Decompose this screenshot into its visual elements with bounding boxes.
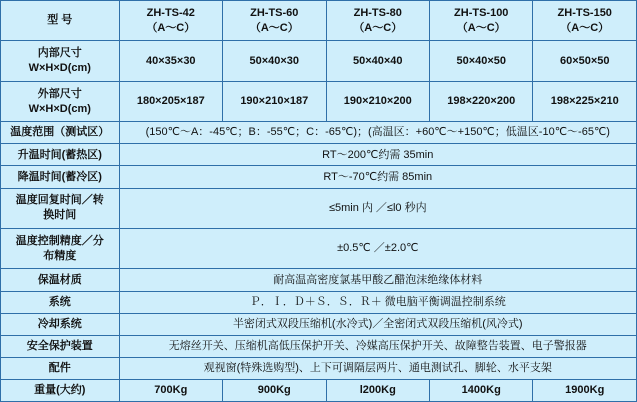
- row-label-heating-time: 升温时间(蓄热区): [1, 144, 120, 166]
- cell-heating-time: RT～200℃约需 35min: [119, 144, 636, 166]
- cell-temperature-range: (150℃～A：-45℃；B：-55℃；C：-65℃)；(高温区：+60℃～+150℃；低温区-10℃～-65℃): [119, 122, 636, 144]
- table-row-cooling-time: [1, 166, 637, 188]
- cell-accessories: 观视窗(特殊选购型)、上下可调隔层两片、通电测试孔、脚轮、水平支架: [119, 357, 636, 379]
- model-name: ZH-TS-60: [250, 6, 299, 19]
- table-row-heating-time: [1, 144, 637, 166]
- cell-control-accuracy: ±0.5℃ ／±2.0℃: [119, 228, 636, 268]
- header-model-label: 型 号: [1, 1, 120, 41]
- cell-internal-dim-3: 50×40×40: [326, 41, 429, 81]
- cell-weight-1: 700Kg: [119, 379, 222, 401]
- cell-internal-dim-5: 60×50×50: [533, 41, 637, 81]
- row-label-weight: 重量(大约): [1, 379, 120, 401]
- table-row-insulation-material: [1, 269, 637, 291]
- model-name: ZH-TS-42: [146, 6, 195, 19]
- row-label-external-dimensions: [1, 81, 120, 121]
- row-label-line2: 布精度: [43, 249, 77, 262]
- cell-internal-dim-4: 50×40×50: [430, 41, 533, 81]
- cell-internal-dim-1: 40×35×30: [119, 41, 222, 81]
- row-label-recovery-time: [1, 188, 120, 228]
- cell-weight-5: 1900Kg: [533, 379, 637, 401]
- cell-insulation-material: 耐高温高密度氯基甲酸乙醋泡沫绝缘体材料: [119, 269, 636, 291]
- table-row-accessories: [1, 357, 637, 379]
- header-model-5: [533, 1, 637, 41]
- table-row-safety-devices: [1, 335, 637, 357]
- header-model-1: [119, 1, 222, 41]
- row-label-line2: W×H×D(cm): [28, 62, 91, 75]
- model-series: （A～C）: [146, 21, 196, 34]
- row-label-line1: 温度回复时间／转: [15, 194, 104, 207]
- model-name: ZH-TS-150: [557, 6, 612, 19]
- row-label-accessories: 配件: [1, 357, 120, 379]
- row-label-line1: 外部尺寸: [37, 87, 82, 100]
- cell-cooling-system: 半密闭式双段压缩机(水冷式)／全密闭式双段压缩机(风冷式): [119, 313, 636, 335]
- row-label-cooling-system: 冷却系统: [1, 313, 120, 335]
- table-row-recovery-time: [1, 188, 637, 228]
- cell-internal-dim-2: 50×40×30: [223, 41, 326, 81]
- cell-weight-3: l200Kg: [326, 379, 429, 401]
- model-series: （A～C）: [249, 21, 299, 34]
- header-model-4: [430, 1, 533, 41]
- table-row-external-dimensions: [1, 81, 637, 121]
- table-row-control-accuracy: [1, 228, 637, 268]
- model-series: （A～C）: [560, 21, 610, 34]
- cell-external-dim-1: 180×205×187: [119, 81, 222, 121]
- header-model-3: [326, 1, 429, 41]
- table-row-system: [1, 291, 637, 313]
- row-label-line2: 换时间: [43, 209, 77, 222]
- row-label-internal-dimensions: [1, 41, 120, 81]
- header-model-2: [223, 1, 326, 41]
- row-label-insulation-material: 保温材质: [1, 269, 120, 291]
- row-label-safety-devices: 安全保护装置: [1, 335, 120, 357]
- model-series: （A～C）: [353, 21, 403, 34]
- row-label-line2: W×H×D(cm): [28, 102, 91, 115]
- cell-weight-4: 1400Kg: [430, 379, 533, 401]
- table-row-internal-dimensions: [1, 41, 637, 81]
- table-row-cooling-system: [1, 313, 637, 335]
- table-header-row: [1, 1, 637, 41]
- cell-cooling-time: RT～-70℃约需 85min: [119, 166, 636, 188]
- row-label-temperature-range: 温度范围（测试区）: [1, 122, 120, 144]
- row-label-cooling-time: 降温时间(蓄冷区): [1, 166, 120, 188]
- cell-recovery-time: ≤5min 内 ／≤l0 秒内: [119, 188, 636, 228]
- model-name: ZH-TS-80: [353, 6, 402, 19]
- row-label-control-accuracy: [1, 228, 120, 268]
- cell-external-dim-5: 198×225×210: [533, 81, 637, 121]
- table-row-temperature-range: [1, 122, 637, 144]
- cell-safety-devices: 无熔丝开关、压缩机高低压保护开关、冷媒高压保护开关、故障整告装置、电子警报器: [119, 335, 636, 357]
- cell-system: Ｐ．Ｉ．Ｄ＋Ｓ．Ｓ．Ｒ＋ 微电脑平衡调温控制系统: [119, 291, 636, 313]
- row-label-system: 系统: [1, 291, 120, 313]
- row-label-line1: 内部尺寸: [37, 47, 82, 60]
- model-series: （A～C）: [456, 21, 506, 34]
- model-name: ZH-TS-100: [454, 6, 509, 19]
- cell-external-dim-3: 190×210×200: [326, 81, 429, 121]
- row-label-line1: 温度控制精度／分: [15, 234, 104, 247]
- cell-external-dim-4: 198×220×200: [430, 81, 533, 121]
- table-row-weight: [1, 379, 637, 401]
- cell-external-dim-2: 190×210×187: [223, 81, 326, 121]
- cell-weight-2: 900Kg: [223, 379, 326, 401]
